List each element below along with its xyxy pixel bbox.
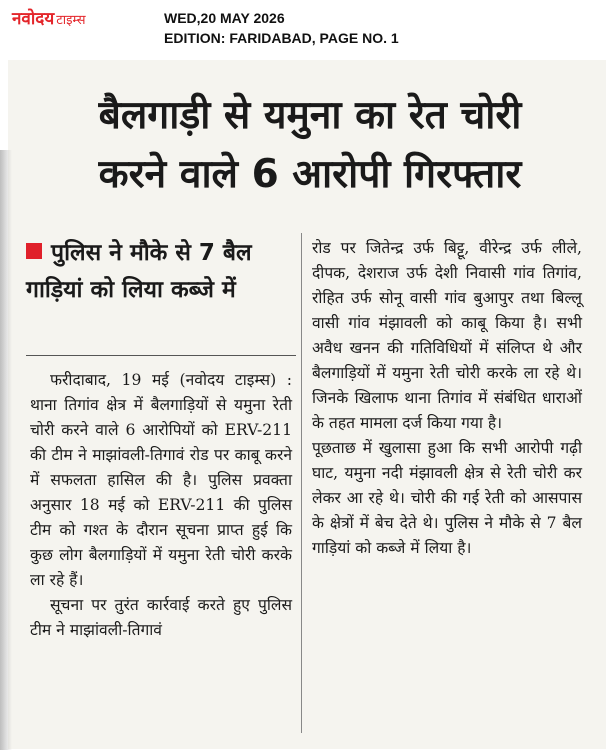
paragraph-2: सूचना पर तुरंत कार्रवाई करते हुए पुलिस टीम ने माझांवली-तिगावं	[30, 596, 292, 639]
logo-main-text: नवोदय	[12, 9, 55, 29]
article-subhead	[26, 235, 298, 309]
red-square-bullet-icon	[26, 243, 42, 259]
paragraph-4: पूछताछ में खुलासा हुआ कि सभी आरोपी गढ़ी घाट, यमुना नदी मंझावली क्षेत्र से रेती चोरी कर लेकर आ रहे थे। चोरी की गई रेती को आसपास के क्षेत्रों में बेच देते थे। पुलिस ने मौके से 7 बैल गाड़ियां को कब्जे में लिया है।	[312, 439, 582, 557]
column-divider	[301, 233, 302, 733]
paragraph-3: रोड पर जितेन्द्र उर्फ बिट्टू, वीरेन्द्र उर्फ लीले, दीपक, देशराज उर्फ देशी निवासी गांव तिगांव, रोहित उर्फ सोनू वासी गांव बुआपुर तथा बिल्लू वासी गांव मंझावली को काबू किया है। सभी अवैध खनन की गतिविधियों में संलिप्त थे और बैलगाड़ियों में यमुना रेती चोरी करके ला रहे थे। जिनके खिलाफ थाना तिगांव में संबंधित धाराओं के तहत मामला दर्ज किया गया है।	[312, 239, 582, 432]
logo-sub-text: टाइम्स	[56, 13, 86, 28]
paragraph-1: फरीदाबाद, 19 मई (नवोदय टाइम्स) : थाना तिगांव क्षेत्र में बैलगाड़ियों से यमुना रेती चोरी करने वाले 6 आरोपियों को ERV-211 की टीम ने माझांवली-तिगावं रोड पर काबू करने में सफलता हासिल की है। पुलिस प्रवक्ता अनुसार 18 मई को ERV-211 की पुलिस टीम को गश्त के दौरान सूचना प्राप्त हुई कि कुछ लोग बैलगाड़ियों में यमुना रेती चोरी करके ला रहे हैं।	[30, 371, 292, 589]
headline-line-2: करने वाले 6 आरोपी गिरफ्तार	[98, 152, 522, 197]
subhead-text: पुलिस ने मौके से 7 बैल गाड़ियां को लिया कब्जे में	[26, 240, 252, 303]
edition-meta	[164, 8, 399, 48]
article-column-left	[30, 368, 292, 643]
page-edge-shadow	[0, 150, 12, 750]
subhead-divider	[26, 355, 296, 356]
article-headline	[20, 86, 600, 204]
headline-line-1: बैलगाड़ी से यमुना का रेत चोरी	[98, 93, 522, 138]
article-column-right	[312, 236, 582, 561]
edition-info: EDITION: FARIDABAD, PAGE NO. 1	[164, 30, 399, 46]
masthead-bar	[0, 0, 606, 58]
newspaper-logo[interactable]	[12, 6, 86, 29]
publication-date: WED,20 MAY 2026	[164, 10, 285, 26]
